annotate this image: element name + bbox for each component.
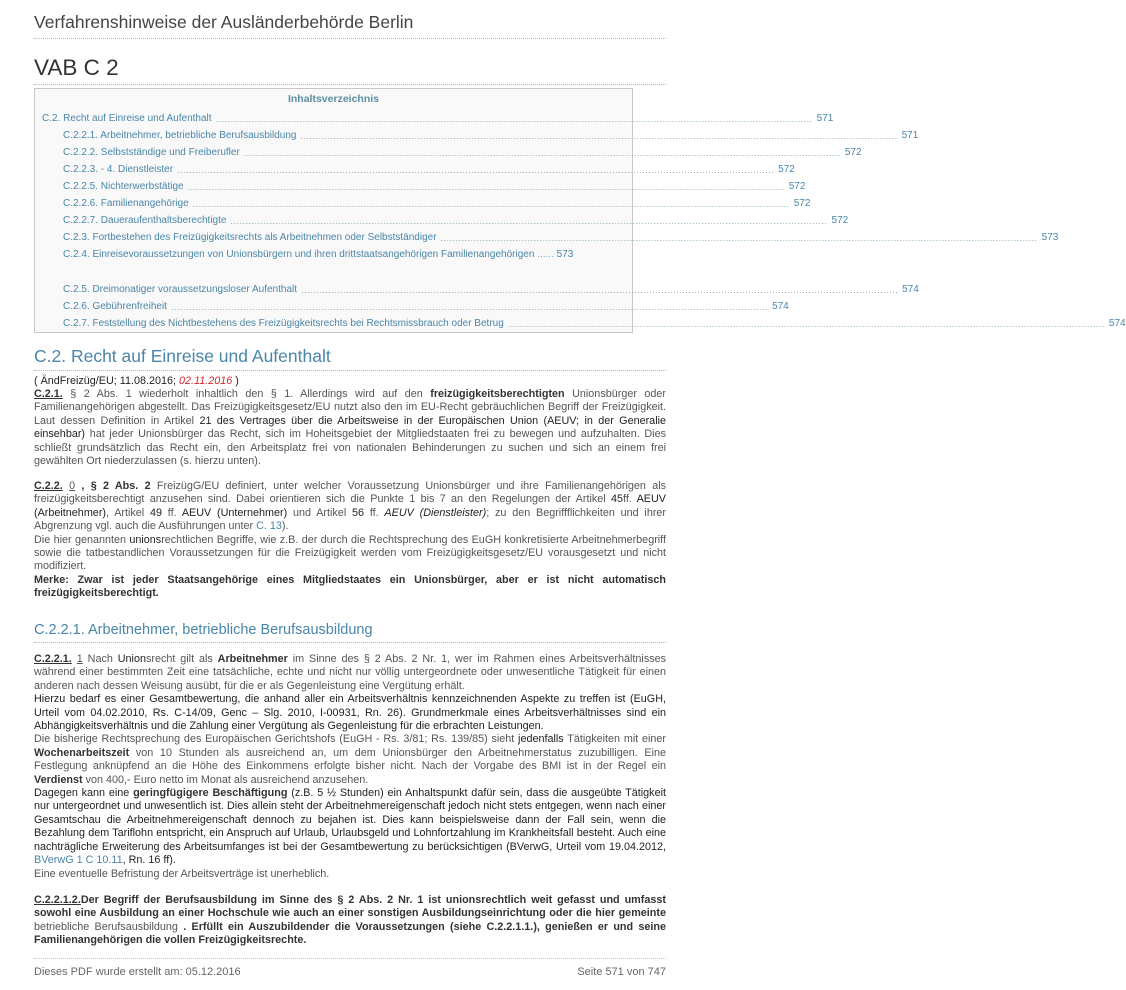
title-divider [34,84,666,85]
paragraph-number: C.2.2.1.2. [34,894,81,906]
toc-entry[interactable]: C.2. Recht auf Einreise und Aufenthalt ....................................................................................................................................................................................................... 571 [42,113,834,124]
toc-entry[interactable]: C.2.7. Feststellung des Nichtbestehens des Freizügigkeitsrechts bei Rechtsmissbrauch oder Betrug ....................................................................................................................................................................................................... 574 [63,318,1126,329]
paragraph-c-2-2-1: C.2.2.1. 1 Nach Unionsrecht gilt als Arbeitnehmer im Sinne des § 2 Abs. 2 Nr. 1, wer im Rahmen eines Arbeitsverhältnisses während einer bestimmten Zeit eine tatsächliche, echte und nicht nur völlig untergeordnete oder unwesentliche Tätigkeit für einen anderen nach dessen Weisung ausübt, für die er als Gegenleistung eine Vergütung erhält. Hierzu bedarf es einer Gesamtbewertung, die anhand aller ein Arbeitsverhältnis kennzeichnenden Aspekte zu treffen ist (EuGH, Urteil vom 04.02.2010, Rs. C-14/09, Genc – Slg. 2010, I-00931, Rn. 26). Grundmerkmale eines Arbeitsverhältnisses sind ein Abhängigkeitsverhältnis und die Zahlung einer Vergütung als Gegenleistung für die erbrachten Leistungen. Die bisherige Rechtsprechung des Europäischen Gerichtshofs (EuGH - Rs. 3/81; Rs. 139/85) sieht jedenfalls Tätigkeiten mit einer Wochenarbeitszeit von 10 Stunden als ausreichend an, um dem Unionsbürger den Arbeitnehmerstatus zuzubilligen. Eine Festlegung anknüpfend an die Höhe des Einkommens erfolgte bisher nicht. Nach der Vorgabe des BMI ist in der Regel ein Verdienst von 400,- Euro netto im Monat als ausreichend anzusehen. Dagegen kann eine geringfügigere Beschäftigung (z.B. 5 ½ Stunden) ein Anhaltspunkt dafür sein, dass die ausgeübte Tätigkeit nur untergeordnet und unwesentlich ist. Dies allein steht der Arbeitnehmereigenschaft jedoch nicht stets entgegen, wenn nach einer Gesamtschau die Arbeitnehmereigenschaft dennoch zu bejahen ist. Dies kann beispielsweise dann der Fall sein, wenn die Bezahlung dem Tariflohn entspricht, ein Anspruch auf Urlaub, Urlaubsgeld und Lohnfortzahlung im Krankheitsfall besteht. Auch eine nachträgliche Erweiterung des Arbeitsumfanges ist bei der Gesamtbewertung zu berücksichtigen (BVerwG, Urteil vom 19.04.2012, BVerwG 1 C 10.11, Rn. 16 ff). Eine eventuelle Befristung der Arbeitsverträge ist unerheblich. [34,653,667,880]
subsection-divider [34,642,666,643]
toc-entry[interactable]: C.2.3. Fortbestehen des Freizügigkeitsrechts als Arbeitnehmen oder Selbstständiger ....................................................................................................................................................................................................... 573 [63,232,1059,243]
paragraph-number: C.2.1. [34,388,63,400]
toc-entry[interactable]: C.2.2.5. Nichterwerbstätige ....................................................................................................................................................................................................... 572 [63,181,806,192]
amendment-date: 02.11.2016 [179,375,233,387]
toc-heading: Inhaltsverzeichnis [287,93,380,105]
document-title: VAB C 2 [34,55,119,80]
toc-entry[interactable]: C.2.2.7. Daueraufenthaltsberechtigte ....................................................................................................................................................................................................... 572 [63,215,849,226]
footer-page-number: Seite 571 von 747 [577,966,666,978]
header-divider [34,38,666,39]
subsection-heading: C.2.2.1. Arbeitnehmer, betriebliche Berufsausbildung [34,622,373,638]
footer-divider [34,958,666,959]
toc-entry[interactable]: C.2.5. Dreimonatiger voraussetzungsloser Aufenthalt ....................................................................................................................................................................................................... 574 [63,284,919,295]
table-of-contents [34,88,1126,333]
footer-created-date: Dieses PDF wurde erstellt am: 05.12.2016 [34,966,241,978]
toc-entry[interactable]: C.2.4. Einreisevoraussetzungen von Unionsbürgern und ihren drittstaatsangehörigen Familienangehörigen ...... 573 [63,249,574,260]
amendment-note: ( ÄndFreizüg/EU; 11.08.2016; 02.11.2016 ) [34,375,239,387]
paragraph-number: C.2.2. [34,480,63,492]
paragraph-c-2-1: C.2.1. § 2 Abs. 1 wiederholt inhaltlich den § 1. Allerdings wird auf den freizügigkeitsberechtigten Unionsbürger oder Familienangehörigen abgestellt. Das Freizügigkeitsgesetz/EU nutzt also den im EU-Recht gebräuchlichen Begriff der Freizügigkeit. Laut dessen Definition in Artikel 21 des Vertrages über die Arbeitsweise in der Europäischen Union (AEUV; in der Generalie einsehbar) hat jeder Unionsbürger das Recht, sich im Hoheitsgebiet der Mitgliedstaaten frei zu bewegen und aufzuhalten. Dies schließt grundsätzlich das Recht ein, den Arbeitsplatz frei von nationalen Behinderungen zu suchen und sich an einem frei gewählten Ort niederzulassen (s. hierzu unten). [34,388,666,468]
link-bverwg[interactable]: BVerwG 1 C 10.11 [34,854,123,867]
header-title: Verfahrenshinweise der Ausländerbehörde Berlin [34,12,414,32]
toc-entry[interactable]: C.2.2.6. Familienangehörige ....................................................................................................................................................................................................... 572 [63,198,811,209]
paragraph-c-2-2-1-2: C.2.2.1.2.Der Begriff der Berufsausbildung im Sinne des § 2 Abs. 2 Nr. 1 ist unionsrechtlich weit gefasst und umfasst sowohl eine Ausbildung an einer Hochschule wie auch an einer sonstigen Ausbildungseinrichtung oder die hier gemeinte betriebliche Berufsausbildung . Erfüllt ein Auszubildender die Voraussetzungen (siehe C.2.2.1.1.), genießen er und seine Familienangehörigen die vollen Freizügigkeitsrechte. [34,894,667,947]
link-c-13[interactable]: C. 13 [256,520,282,533]
section-divider [34,370,666,371]
section-heading: C.2. Recht auf Einreise und Aufenthalt [34,346,331,366]
toc-entry[interactable]: C.2.2.2. Selbstständige und Freiberufler ....................................................................................................................................................................................................... 572 [63,147,862,158]
paragraph-c-2-2: C.2.2. 0 , § 2 Abs. 2 FreizügG/EU definiert, unter welcher Voraussetzung Unionsbürger und ihre Familienangehörigen als freizügigkeitsberechtigt anzusehen sind. Dabei orientieren sich die Punkte 1 bis 7 an den Regelungen der Artikel 45ff. AEUV (Arbeitnehmer), Artikel 49 ff. AEUV (Unternehmer) und Artikel 56 ff. AEUV (Dienstleister); zu den Begriffflichkeiten und ihrer Abgrenzung vgl. auch die Ausführungen unter C. 13). Die hier genannten unionsrechtlichen Begriffe, wie z.B. der durch die Rechtsprechung des EuGH konkretisierte Arbeitnehmerbegriff sowie die tatbestandlichen Voraussetzungen für die Freizügigkeit werden vom Freizügigkeitsgesetz/EU vorausgesetzt und nicht modifiziert. Merke: Zwar ist jeder Staatsangehörige eines Mitgliedstaates ein Unionsbürger, aber er ist nicht automatisch freizügigkeitsberechtigt. [34,480,667,600]
toc-entry[interactable]: C.2.6. Gebührenfreiheit ....................................................................................................................................................................................................... 574 [63,301,789,312]
merke-note: Merke: Zwar ist jeder Staatsangehörige eines Mitgliedstaates ein Unionsbürger, aber er ist nicht automatisch freizügigkeitsberechtigt. [34,573,666,600]
toc-entry[interactable]: C.2.2.3. - 4. Dienstleister ....................................................................................................................................................................................................... 572 [63,164,795,175]
toc-entry[interactable]: C.2.2.1. Arbeitnehmer, betriebliche Berufsausbildung ....................................................................................................................................................................................................... 571 [63,130,919,141]
paragraph-number: C.2.2.1. [34,653,72,665]
